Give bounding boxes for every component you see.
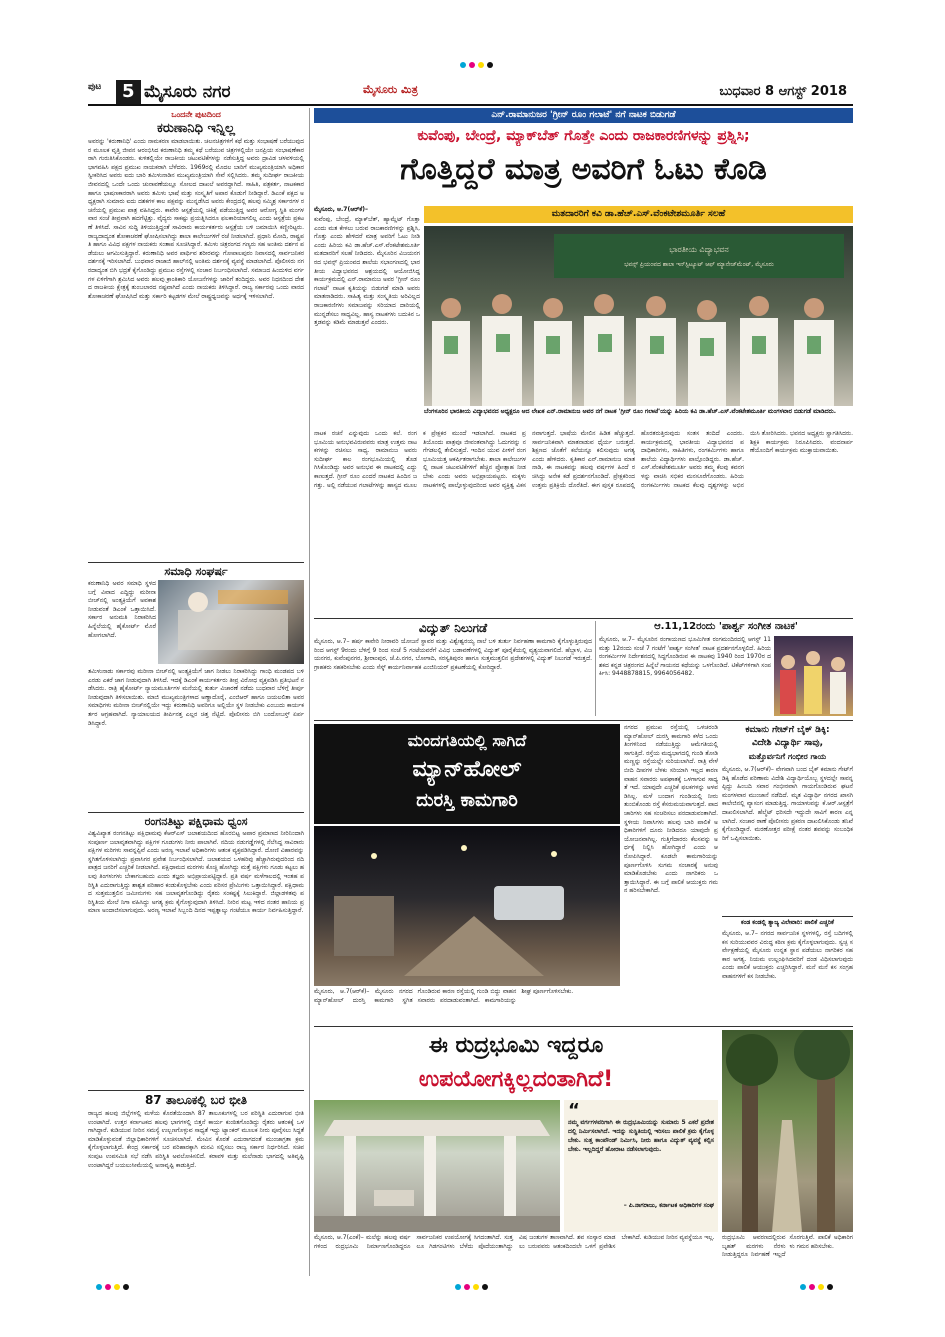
- manhole-caption: ಮೈಸೂರು, ಆ.7(ಆರ್‌ಕೆ)– ಮೈಸೂರು ನಗರದ ಮ್ಯಾನ್‌ಹೋಲ್ ದುರಸ್ತಿ ಕಾಮಗಾರಿ: [314, 988, 413, 1004]
- story-title-power-cut: ವಿದ್ಯುತ್ ನಿಲುಗಡೆ: [418, 621, 488, 635]
- story-body-waste: ಮೈಸೂರು, ಆ.7– ನಗರದ ಸಾರ್ವಜನಿಕ ಸ್ಥಳಗಳಲ್ಲಿ, ರಸ್ತೆ ಬದಿಗಳಲ್ಲಿ ಕಸ ಸುರಿಯುವವರ ವಿರುದ್ಧ ಕಠಿಣ ಕ್ರಮ ಕೈಗೊಳ್ಳಲಾಗುವುದು. ಸ್ವಚ್ಛ ಸರ್ವೇಕ್ಷಣೆಯಲ್ಲಿ ಮೈಸೂರು ಉನ್ನತ ಸ್ಥಾನ ಪಡೆಯಲು ನಾಗರಿಕರ ಸಹಕಾರ ಅಗತ್ಯ. ನಿಯಮ ಉಲ್ಲಂಘಿಸಿದವರಿಗೆ ದಂಡ ವಿಧಿಸಲಾಗುವುದು ಎಂದು ಪಾಲಿಕೆ ಆಯುಕ್ತರು ಎಚ್ಚರಿಸಿದ್ದಾರೆ. ಮನೆ ಮನೆ ಕಸ ಸಂಗ್ರಹ ವಾಹನಗಳಿಗೆ ಕಸ ನೀಡಬೇಕು.: [722, 930, 853, 980]
- crematorium-title-line1: ಈ ರುದ್ರಭೂಮಿ ಇದ್ದರೂ: [428, 1033, 604, 1058]
- masthead: [88, 80, 853, 106]
- story-body-samadhi-b: ತಮಿಳುನಾಡು ಸರ್ಕಾರವು ಮರೀನಾ ಬೀಚ್‌ನಲ್ಲಿ ಅಂತ್ಯಕ್ರಿಯೆಗೆ ಜಾಗ ನೀಡಲು ನಿರಾಕರಿಸಿದ್ದು ಗಾಂಧಿ ಮಂಡಪದ ಬಳಿ ಎರಡು ಎಕರೆ ಜಾಗ ನೀಡುವುದಾಗಿ ತಿಳಿಸಿದೆ. ಇದಕ್ಕೆ ಡಿಎಂಕೆ ಕಾರ್ಯಕರ್ತರು ತೀವ್ರ ವಿರೋಧ ವ್ಯಕ್ತಪಡಿಸಿ ಪ್ರತಿಭಟನೆ ನಡೆಸಿದರು. ರಾತ್ರಿ ಹೈಕೋರ್ಟ್ ನ್ಯಾಯಮೂರ್ತಿಗಳ ಮನೆಯಲ್ಲಿ ತುರ್ತು ವಿಚಾರಣೆ ನಡೆದು ಬುಧವಾರ ಬೆಳಿಗ್ಗೆ ತೀರ್ಪು ನೀಡುವುದಾಗಿ ತಿಳಿಸಲಾಯಿತು. ಮಾಜಿ ಮುಖ್ಯಮಂತ್ರಿಗಳಾದ ಅಣ್ಣಾದೊರೈ, ಎಂಜಿಆರ್ ಹಾಗೂ ಜಯಲಲಿತಾ ಅವರ ಸಮಾಧಿಗಳು ಮರೀನಾ ಬೀಚ್‌ನಲ್ಲಿಯೇ ಇದ್ದು ಕರುಣಾನಿಧಿ ಅವರಿಗೂ ಅಲ್ಲಿಯೇ ಸ್ಥಳ ನೀಡಬೇಕು ಎಂಬುದು ಕಾರ್ಯಕರ್ತರ ಆಗ್ರಹವಾಗಿದೆ. ನ್ಯಾಯಾಲಯದ ತೀರ್ಪಿನತ್ತ ಎಲ್ಲರ ಚಿತ್ತ ನೆಟ್ಟಿದೆ. ಪೊಲೀಸರು ಬಿಗಿ ಬಂದೋಬಸ್ತ್ ಏರ್ಪಡಿಸಿದ್ದಾರೆ.: [88, 668, 304, 727]
- lead-subhead: ಮತದಾರರಿಗೆ ಕವಿ ಡಾ.ಹೆಚ್.ಎಸ್.ವೆಂಕಟೇಶಮೂರ್ತಿ ಸಲಹೆ: [424, 206, 853, 223]
- registration-dots-right: [800, 1284, 833, 1290]
- accident-title-line1: ಕಮಾನು ಗೇಟ್‌ಗೆ ಬೈಕ್ ಡಿಕ್ಕಿ:: [745, 725, 830, 735]
- crematorium-quote-text: ನಮ್ಮ ವರ್ಗಗಳವರಿಗಾಗಿ ಈ ರುದ್ರಭೂಮಿಯನ್ನು ಸುಮಾರು 5 ಎಕರೆ ಪ್ರದೇಶದಲ್ಲಿ ನಿರ್ಮಿಸಲಾಗಿದೆ. ಇದನ್ನು ಸುಸ್ಥಿತಿಯಲ್ಲಿ ಇರಿಸಲು ಪಾಲಿಕೆ ಕ್ರಮ ಕೈಗೊಳ್ಳಬೇಕು. ಸುತ್ತ ಕಾಂಪೌಂಡ್ ನಿರ್ಮಿಸಿ, ನೀರು ಹಾಗೂ ವಿದ್ಯುತ್ ವ್ಯವಸ್ಥೆ ಕಲ್ಪಿಸಬೇಕು. ಇಲ್ಲದಿದ್ದರೆ ಹೋರಾಟ ನಡೆಸಲಾಗುವುದು.: [568, 1119, 714, 1153]
- crematorium-caption: ಮೈಸೂರು, ಆ.7(ಎಂಕೆ)– ಮಲೆನ್ನು ಹಲವು ವರ್ಷಗಳಿಂದ ರುದ್ರಭೂಮಿ: [314, 1234, 411, 1250]
- story-body-ranganathittu: ವಿಶ್ವವಿಖ್ಯಾತ ರಂಗನತಿಟ್ಟು ಪಕ್ಷಿಧಾಮವು ಕೆಆರ್‌ಎಸ್ ಜಲಾಶಯದಿಂದ ಹೊರಬಿಟ್ಟ ಅಪಾರ ಪ್ರಮಾಣದ ನೀರಿನಿಂದಾಗಿ ಸಂಪೂರ್ಣ ಜಲಾವೃತವಾಗಿದ್ದು ಪಕ್ಷಿಗಳ ಗೂಡುಗಳು ನೀರು ಪಾಲಾಗಿವೆ. ನದಿಯ ನಡುಗಡ್ಡೆಗಳಲ್ಲಿ ನೆಲೆಸಿದ್ದ ಸಾವಿರಾರು ಪಕ್ಷಿಗಳ ಮರಿಗಳು ಸಾವನ್ನಪ್ಪಿವೆ ಎಂದು ಅರಣ್ಯ ಇಲಾಖೆ ಅಧಿಕಾರಿಗಳು ಆತಂಕ ವ್ಯಕ್ತಪಡಿಸಿದ್ದಾರೆ. ದೋಣಿ ವಿಹಾರವನ್ನು ಸ್ಥಗಿತಗೊಳಿಸಲಾಗಿದ್ದು ಪ್ರವಾಸಿಗರ ಪ್ರವೇಶ ನಿರ್ಬಂಧಿಸಲಾಗಿದೆ. ಜಲಾಶಯದ ಒಳಹರಿವು ಹೆಚ್ಚಾಗಿರುವುದರಿಂದ ನದಿ ಪಾತ್ರದ ಜನರಿಗೆ ಎಚ್ಚರಿಕೆ ನೀಡಲಾಗಿದೆ. ಪಕ್ಷಿಧಾಮದ ಮರಗಳು ಕೊಚ್ಚಿ ಹೋಗಿದ್ದು ಮತ್ತೆ ಪಕ್ಷಿಗಳು ಗೂಡು ಕಟ್ಟಲು ಹಲವು ತಿಂಗಳುಗಳು ಬೇಕಾಗಬಹುದು ಎಂದು ತಜ್ಞರು ಅಭಿಪ್ರಾಯಪಟ್ಟಿದ್ದಾರೆ. ಪ್ರತಿ ವರ್ಷ ಮಳೆಗಾಲದಲ್ಲಿ ಇಂತಹ ಪರಿಸ್ಥಿತಿ ಎದುರಾಗುತ್ತಿದ್ದು ಶಾಶ್ವತ ಪರಿಹಾರ ಕಂಡುಕೊಳ್ಳಬೇಕು ಎಂದು ಪರಿಸರ ಪ್ರೇಮಿಗಳು ಒತ್ತಾಯಿಸಿದ್ದಾರೆ. ಪಕ್ಷಿಧಾಮದ ಸುತ್ತಮುತ್ತಲಿನ ಜಮೀನುಗಳು ಸಹ ಜಲಾವೃತಗೊಂಡಿದ್ದು ರೈತರು ಸಂಕಷ್ಟಕ್ಕೆ ಸಿಲುಕಿದ್ದಾರೆ. ಜಿಲ್ಲಾಡಳಿತವು ಪರಿಸ್ಥಿತಿಯ ಮೇಲೆ ನಿಗಾ ವಹಿಸಿದ್ದು ಅಗತ್ಯ ಕ್ರಮ ಕೈಗೊಳ್ಳುವುದಾಗಿ ತಿಳಿಸಿದೆ. ನೀರಿನ ಮಟ್ಟ ಇಳಿದ ನಂತರ ಹಾನಿಯ ಪ್ರಮಾಣ ಅಂದಾಜಿಸಲಾಗುವುದು. ಅರಣ್ಯ ಇಲಾಖೆ ಸಿಬ್ಬಂದಿ ದಿನದ ಇಪ್ಪತ್ನಾಲ್ಕು ಗಂಟೆಯೂ ಕಾರ್ಯ ನಿರ್ವಹಿಸುತ್ತಿದ್ದಾರೆ.: [88, 830, 304, 915]
- lead-kicker: ಎನ್.ರಾಮಾನುಜರ 'ಗ್ರೀನ್ ರೂಂ ಗಲಾಟೆ' ನಗೆ ನಾಟಕ ಬಿಡುಗಡೆ: [314, 108, 853, 123]
- manhole-caption-text: ಮೈಸೂರು, ಆ.7(ಆರ್‌ಕೆ)– ಮೈಸೂರು ನಗರದ ಮ್ಯಾನ್‌ಹೋಲ್ ದುರಸ್ತಿ ಕಾಮಗಾರಿ ಸ್ಥಗಿತಗೊಂಡಿರುವ ಕಾರಣ ರಸ್ತೆಯಲ್ಲಿ ಗುಂಡಿ ಬಿದ್ದು ವಾಹನ ಸವಾರರು ಪರದಾಡುವಂತಾಗಿದೆ. ಕಾಮಗಾರಿಯನ್ನು ಶೀಘ್ರ ಪೂರ್ಣಗೊಳಿಸಬೇಕು.: [314, 988, 574, 1004]
- tree-avenue-photo: [722, 1030, 853, 1232]
- story-title-waste: ಕಂಡ ಕಂಡಲ್ಲಿ ತ್ಯಾಜ್ಯ ವಿಲೇವಾರಿ: ಪಾಲಿಕೆ ಎಚ್ಚರಿಕೆ: [741, 919, 834, 926]
- crematorium-title-line2: ಉಪಯೋಗಕ್ಕಿಲ್ಲದಂತಾಗಿದೆ!: [418, 1067, 614, 1092]
- paper-logo: ಮೈಸೂರು ಮಿತ್ರ: [363, 83, 418, 96]
- story-body-drought: ರಾಜ್ಯದ ಹಲವು ಜಿಲ್ಲೆಗಳಲ್ಲಿ ಮಳೆಯ ಕೊರತೆಯಿಂದಾಗಿ 87 ತಾಲೂಕುಗಳಲ್ಲಿ ಬರ ಪರಿಸ್ಥಿತಿ ಎದುರಾಗುವ ಭೀತಿ ಉಂಟಾಗಿದೆ. ಉತ್ತರ ಕರ್ನಾಟಕದ ಹಲವು ಭಾಗಗಳಲ್ಲಿ ಬಿತ್ತನೆ ಕಾರ್ಯ ಕುಂಠಿತಗೊಂಡಿದ್ದು ರೈತರು ಆತಂಕಕ್ಕೆ ಒಳಗಾಗಿದ್ದಾರೆ. ಕುಡಿಯುವ ನೀರಿನ ಸಮಸ್ಯೆ ಉಲ್ಬಣಗೊಳ್ಳುವ ಸಾಧ್ಯತೆ ಇದ್ದು ಟ್ಯಾಂಕರ್ ಮೂಲಕ ನೀರು ಪೂರೈಸಲು ಸಿದ್ಧತೆ ಮಾಡಿಕೊಳ್ಳುವಂತೆ ಜಿಲ್ಲಾಧಿಕಾರಿಗಳಿಗೆ ಸೂಚಿಸಲಾಗಿದೆ. ಮೇವಿನ ಕೊರತೆ ಎದುರಾಗದಂತೆ ಮುಂಜಾಗ್ರತಾ ಕ್ರಮ ಕೈಗೊಳ್ಳಲಾಗುತ್ತಿದೆ. ಕೇಂದ್ರ ಸರ್ಕಾರಕ್ಕೆ ಬರ ಪರಿಹಾರಕ್ಕಾಗಿ ಮನವಿ ಸಲ್ಲಿಸಲು ರಾಜ್ಯ ಸರ್ಕಾರ ನಿರ್ಧರಿಸಿದೆ. ಸಚಿವ ಸಂಪುಟ ಉಪಸಮಿತಿ ಸಭೆ ನಡೆಸಿ ಪರಿಸ್ಥಿತಿ ಅವಲೋಕಿಸಲಿದೆ. ಕರಾವಳಿ ಮತ್ತು ಮಲೆನಾಡು ಭಾಗದಲ್ಲಿ ಅತಿವೃಷ್ಟಿ ಉಂಟಾಗಿದ್ದರೆ ಬಯಲುಸೀಮೆಯಲ್ಲಿ ಅನಾವೃಷ್ಟಿ ಕಾಡುತ್ತಿದೆ.: [88, 1110, 304, 1169]
- accident-title-line2: ವಿದೇಶಿ ವಿದ್ಯಾರ್ಥಿ ಸಾವು,: [752, 738, 823, 748]
- accident-headline: [722, 724, 853, 763]
- page-number: 5: [116, 80, 141, 104]
- lead-body-b: ನಾಟಕ ರಚನೆ ಎನ್ನುವುದು ಒಂದು ಕಲೆ. ರಂಗಭೂಮಿಯ ಅನುಭವವಿರುವವರು ಮಾತ್ರ ಉತ್ತಮ ನಾಟಕಗಳನ್ನು ರಚಿಸಲು ಸಾಧ್ಯ. ರಾಮಾನುಜ ಅವರು ಸುದೀರ್ಘ ಕಾಲ ರಂಗಭೂಮಿಯಲ್ಲಿ ತೊಡಗಿಸಿಕೊಂಡಿದ್ದು ಅವರ ಅನುಭವ ಈ ನಾಟಕದಲ್ಲಿ ಎದ್ದು ಕಾಣುತ್ತದೆ. ಗ್ರೀನ್ ರೂಂ ಎಂದರೆ ನಾಟಕದ ಹಿಂದಿನ ಜಗತ್ತು. ಅಲ್ಲಿ ನಡೆಯುವ ಗಲಾಟೆಗಳನ್ನು ಹಾಸ್ಯದ ಮೂಲಕ ಪ್ರೇಕ್ಷಕರ ಮುಂದೆ ಇಡಲಾಗಿದೆ. ನಾಟಕದ ಪ್ರತಿಯೊಂದು ಪಾತ್ರವೂ ಜೀವಂತವಾಗಿದ್ದು ಓದುಗರನ್ನು ನಗೆಗಡಲಲ್ಲಿ ತೇಲಿಸುತ್ತದೆ. ಇಂದಿನ ಯುವ ಪೀಳಿಗೆ ರಂಗಭೂಮಿಯತ್ತ ಆಕರ್ಷಿತರಾಗಬೇಕು. ಶಾಲಾ ಕಾಲೇಜುಗಳಲ್ಲಿ ನಾಟಕ ಚಟುವಟಿಕೆಗಳಿಗೆ ಹೆಚ್ಚಿನ ಪ್ರೋತ್ಸಾಹ ನೀಡಬೇಕು ಎಂದು ಅವರು ಅಭಿಪ್ರಾಯಪಟ್ಟರು. ಮಕ್ಕಳು ನಾಟಕಗಳಲ್ಲಿ ಪಾಲ್ಗೊಳ್ಳುವುದರಿಂದ ಅವರ ವ್ಯಕ್ತಿತ್ವ ವಿಕಸನವಾಗುತ್ತದೆ. ಭಾಷೆಯ ಮೇಲಿನ ಹಿಡಿತ ಹೆಚ್ಚುತ್ತದೆ. ಸಾರ್ವಜನಿಕವಾಗಿ ಮಾತನಾಡುವ ಧೈರ್ಯ ಬರುತ್ತದೆ. ಶಿಕ್ಷಣದ ಜೊತೆಗೆ ಕಲೆಯನ್ನೂ ಕಲಿಸುವುದು ಅಗತ್ಯ ಎಂದು ಹೇಳಿದರು. ಕೃತಿಕಾರ ಎನ್.ರಾಮಾನುಜ ಮಾತನಾಡಿ, ಈ ನಾಟಕವನ್ನು ಹಲವು ವರ್ಷಗಳ ಹಿಂದೆ ರಚಿಸಿದ್ದು ಅನೇಕ ಕಡೆ ಪ್ರದರ್ಶನಗೊಂಡಿದೆ. ಪ್ರೇಕ್ಷಕರಿಂದ ಉತ್ತಮ ಪ್ರತಿಕ್ರಿಯೆ ದೊರೆತಿದೆ. ಈಗ ಪುಸ್ತಕ ರೂಪದಲ್ಲಿ ಹೊರತರುತ್ತಿರುವುದು ಸಂತಸ ತಂದಿದೆ ಎಂದರು. ಕಾರ್ಯಕ್ರಮದಲ್ಲಿ ಭಾರತೀಯ ವಿದ್ಯಾಭವನದ ಪದಾಧಿಕಾರಿಗಳು, ಸಾಹಿತಿಗಳು, ರಂಗಕರ್ಮಿಗಳು ಹಾಗೂ ಶಾಲೆಯ ವಿದ್ಯಾರ್ಥಿಗಳು ಪಾಲ್ಗೊಂಡಿದ್ದರು. ಡಾ.ಹೆಚ್.ಎಸ್.ವೆಂಕಟೇಶಮೂರ್ತಿ ಅವರು ತಮ್ಮ ಕೆಲವು ಕವನಗಳನ್ನು ವಾಚಿಸಿ ಸಭಿಕರ ಮನಸೂರೆಗೊಂಡರು. ಹಿರಿಯ ರಂಗಕರ್ಮಿಗಳು ನಾಟಕದ ಕೆಲವು ದೃಶ್ಯಗಳನ್ನು ಅಭಿನಯಿಸಿ ತೋರಿಸಿದರು. ಭವನದ ಅಧ್ಯಕ್ಷರು ಸ್ವಾಗತಿಸಿದರು. ಶಿಕ್ಷಕಿ ಕಾರ್ಯಕ್ರಮ ನಿರೂಪಿಸಿದರು. ವಂದನಾರ್ಪಣೆಯೊಂದಿಗೆ ಕಾರ್ಯಕ್ರಮ ಮುಕ್ತಾಯವಾಯಿತು.: [314, 430, 853, 489]
- page-label: ಪುಟ: [88, 82, 102, 92]
- crematorium-photo: [314, 1100, 560, 1232]
- manhole-headline-box: [314, 724, 620, 824]
- accident-body: ಮೈಸೂರು, ಆ.7(ಆರ್‌ಕೆ)– ವೇಗವಾಗಿ ಬಂದ ಬೈಕ್ ಕಮಾನು ಗೇಟ್‌ಗೆ ಡಿಕ್ಕಿ ಹೊಡೆದ ಪರಿಣಾಮ ವಿದೇಶಿ ವಿದ್ಯಾರ್ಥಿಯೊಬ್ಬ ಸ್ಥಳದಲ್ಲೇ ಸಾವನ್ನಪ್ಪಿದ್ದು ಹಿಂಬದಿ ಸವಾರ ಗಂಭೀರವಾಗಿ ಗಾಯಗೊಂಡಿರುವ ಘಟನೆ ಮಂಗಳವಾರ ಮುಂಜಾನೆ ನಡೆದಿದೆ. ಮೃತ ವಿದ್ಯಾರ್ಥಿ ನಗರದ ಖಾಸಗಿ ಕಾಲೇಜಿನಲ್ಲಿ ವ್ಯಾಸಂಗ ಮಾಡುತ್ತಿದ್ದ. ಗಾಯಾಳುವನ್ನು ಕೆ.ಆರ್.ಆಸ್ಪತ್ರೆಗೆ ದಾಖಲಿಸಲಾಗಿದೆ. ಹೆಲ್ಮೆಟ್ ಧರಿಸದೇ ಇದ್ದುದೇ ಸಾವಿಗೆ ಕಾರಣ ಎನ್ನಲಾಗಿದೆ. ಸಂಚಾರ ಠಾಣೆ ಪೊಲೀಸರು ಪ್ರಕರಣ ದಾಖಲಿಸಿಕೊಂಡು ತನಿಖೆ ಕೈಗೊಂಡಿದ್ದಾರೆ. ಮರಣೋತ್ತರ ಪರೀಕ್ಷೆ ನಂತರ ಶವವನ್ನು ಸಂಬಂಧಿಕರಿಗೆ ಒಪ್ಪಿಸಲಾಯಿತು.: [722, 766, 853, 842]
- story-body-karunanidhi: ಅವರನ್ನು 'ಕರುಣಾನಿಧಿ' ಎಂದು ನಾಮಕರಣ ಮಾಡಲಾಯಿತು. ಚಲನಚಿತ್ರಗಳಿಗೆ ಕಥೆ ಮತ್ತು ಸಂಭಾಷಣೆ ಬರೆಯುವುದರ ಮೂಲಕ ವೃತ್ತಿ ಜೀವನ ಆರಂಭಿಸಿದ ಕರುಣಾನಿಧಿ ತಮ್ಮ ಕಥೆ ಬರೆಯುವ ಚಿತ್ರಗಳಲ್ಲಿಯೇ ಜನಪ್ರಿಯ ಸಂಭಾಷಣೆಕಾರರಾಗಿ ಗುರುತಿಸಿಕೊಂಡರು. ಕುಳಿತಲ್ಲಿಯೇ ರಾಜಕೀಯ ಚಟುವಟಿಕೆಗಳನ್ನು ನಡೆಸುತ್ತಿದ್ದ ಅವರು ದ್ರಾವಿಡ ಚಳವಳಿಯಲ್ಲಿ ಭಾಗವಹಿಸಿ ಪಕ್ಷದ ಪ್ರಮುಖ ನಾಯಕರಾಗಿ ಬೆಳೆದರು. 1969ರಲ್ಲಿ ಮೊದಲ ಬಾರಿಗೆ ಮುಖ್ಯಮಂತ್ರಿಯಾಗಿ ಅಧಿಕಾರ ಸ್ವೀಕರಿಸಿದ ಅವರು ಐದು ಬಾರಿ ತಮಿಳುನಾಡಿನ ಮುಖ್ಯಮಂತ್ರಿಯಾಗಿ ಸೇವೆ ಸಲ್ಲಿಸಿದರು. ತಮ್ಮ ಸುದೀರ್ಘ ರಾಜಕೀಯ ಜೀವನದಲ್ಲಿ ಒಂದೇ ಒಂದು ಚುನಾವಣೆಯಲ್ಲೂ ಸೋಲದ ದಾಖಲೆ ಅವರದ್ದಾಗಿದೆ. ಸಾಹಿತಿ, ಪತ್ರಕರ್ತ, ನಾಟಕಕಾರ ಹಾಗೂ ಭಾಷಣಕಾರರಾಗಿ ಅವರು ತಮಿಳು ಭಾಷೆ ಮತ್ತು ಸಂಸ್ಕೃತಿಗೆ ಅಪಾರ ಕೊಡುಗೆ ನೀಡಿದ್ದಾರೆ. ಡಿಎಂಕೆ ಪಕ್ಷದ ಅಧ್ಯಕ್ಷರಾಗಿ ಸುಮಾರು ಐದು ದಶಕಗಳ ಕಾಲ ಪಕ್ಷವನ್ನು ಮುನ್ನಡೆಸಿದ ಅವರು ಕೇಂದ್ರದಲ್ಲಿ ಹಲವು ಸಮ್ಮಿಶ್ರ ಸರ್ಕಾರಗಳ ರಚನೆಯಲ್ಲಿ ಪ್ರಮುಖ ಪಾತ್ರ ವಹಿಸಿದ್ದರು. ಕಾವೇರಿ ಆಸ್ಪತ್ರೆಯಲ್ಲಿ ಚಿಕಿತ್ಸೆ ಪಡೆಯುತ್ತಿದ್ದ ಅವರ ಆರೋಗ್ಯ ಸ್ಥಿತಿ ಮಂಗಳವಾರ ಸಂಜೆ ತೀವ್ರವಾಗಿ ಹದಗೆಟ್ಟಿತ್ತು. ವೈದ್ಯರು ಸಾಕಷ್ಟು ಪ್ರಯತ್ನಿಸಿದರೂ ಫಲಕಾರಿಯಾಗಲಿಲ್ಲ ಎಂದು ಆಸ್ಪತ್ರೆಯ ಪ್ರಕಟಣೆ ತಿಳಿಸಿದೆ. ಸಾವಿನ ಸುದ್ದಿ ತಿಳಿಯುತ್ತಿದ್ದಂತೆ ಸಾವಿರಾರು ಕಾರ್ಯಕರ್ತರು ಆಸ್ಪತ್ರೆಯ ಬಳಿ ಜಮಾಯಿಸಿ ಕಣ್ಣೀರಿಟ್ಟರು. ರಾಜ್ಯದಾದ್ಯಂತ ಶೋಕಾಚರಣೆ ಘೋಷಿಸಲಾಗಿದ್ದು ಶಾಲಾ ಕಾಲೇಜುಗಳಿಗೆ ರಜೆ ನೀಡಲಾಗಿದೆ. ಪ್ರಧಾನಿ ಮೋದಿ, ರಾಷ್ಟ್ರಪತಿ ಹಾಗೂ ವಿವಿಧ ಪಕ್ಷಗಳ ನಾಯಕರು ಸಂತಾಪ ಸೂಚಿಸಿದ್ದಾರೆ. ತಮಿಳು ಚಿತ್ರರಂಗದ ಗಣ್ಯರು ಸಹ ಅಂತಿಮ ದರ್ಶನ ಪಡೆಯಲು ಆಗಮಿಸುತ್ತಿದ್ದಾರೆ. ಕರುಣಾನಿಧಿ ಅವರ ಪಾರ್ಥಿವ ಶರೀರವನ್ನು ಗೋಪಾಲಪುರಂ ನಿವಾಸದಲ್ಲಿ ಸಾರ್ವಜನಿಕರ ದರ್ಶನಕ್ಕೆ ಇರಿಸಲಾಗಿದೆ. ಬುಧವಾರ ರಾಜಾಜಿ ಹಾಲ್‌ನಲ್ಲಿ ಅಂತಿಮ ದರ್ಶನಕ್ಕೆ ವ್ಯವಸ್ಥೆ ಮಾಡಲಾಗಿದೆ. ಪೊಲೀಸರು ನಗರದಾದ್ಯಂತ ಬಿಗಿ ಭದ್ರತೆ ಕೈಗೊಂಡಿದ್ದು ಪ್ರಮುಖ ರಸ್ತೆಗಳಲ್ಲಿ ಸಂಚಾರ ನಿರ್ಬಂಧಿಸಲಾಗಿದೆ. ಸಮಾಜದ ಹಿಂದುಳಿದ ವರ್ಗಗಳ ಏಳಿಗೆಗಾಗಿ ಶ್ರಮಿಸಿದ ಅವರು ಹಲವು ಕ್ರಾಂತಿಕಾರಿ ಯೋಜನೆಗಳನ್ನು ಜಾರಿಗೆ ತಂದಿದ್ದರು. ಅವರ ನಿಧನದಿಂದ ದೇಶದ ರಾಜಕೀಯ ಕ್ಷೇತ್ರಕ್ಕೆ ತುಂಬಲಾರದ ನಷ್ಟವಾಗಿದೆ ಎಂದು ನಾಯಕರು ತಿಳಿಸಿದ್ದಾರೆ. ರಾಜ್ಯ ಸರ್ಕಾರವು ಒಂದು ವಾರದ ಶೋಕಾಚರಣೆ ಘೋಷಿಸಿದೆ ಮತ್ತು ಸರ್ಕಾರಿ ಕಟ್ಟಡಗಳ ಮೇಲೆ ರಾಷ್ಟ್ರಧ್ವಜವನ್ನು ಅರ್ಧಕ್ಕೆ ಇಳಿಸಲಾಗಿದೆ.: [88, 138, 304, 300]
- accident-title-line3: ಮತ್ತೊರ್ವನಿಗೆ ಗಂಭೀರ ಗಾಯ: [748, 752, 827, 761]
- story-body-music-play: ಮೈಸೂರು, ಆ.7– ಮೈಸೂರಿನ ರಂಗಾಯಣದ ಭೂಮಿಗೀತ ರಂಗಮಂದಿರದಲ್ಲಿ ಆಗಸ್ಟ್ 11 ಮತ್ತು 12ರಂದು ಸಂಜೆ 7 ಗಂಟೆಗೆ 'ಪಾರ್ಶ್ವ ಸಂಗೀತ' ನಾಟಕ ಪ್ರದರ್ಶನಗೊಳ್ಳಲಿದೆ. ಹಿರಿಯ ರಂಗಕರ್ಮಿಗಳ ನಿರ್ದೇಶನದಲ್ಲಿ ಸಿದ್ಧಗೊಂಡಿರುವ ಈ ನಾಟಕವು 1940 ರಿಂದ 1970ರ ದಶಕದ ಕನ್ನಡ ಚಿತ್ರರಂಗದ ಹಿನ್ನೆಲೆ ಗಾಯನದ ಕಥೆಯನ್ನು ಒಳಗೊಂಡಿದೆ. ಟಿಕೆಟ್‌ಗಳಿಗಾಗಿ ಸಂಪರ್ಕಿಸಿ: 9448878815, 9964056482.: [599, 636, 771, 678]
- crematorium-body: ಮೈಸೂರು, ಆ.7(ಎಂಕೆ)– ಮಲೆನ್ನು ಹಲವು ವರ್ಷಗಳಿಂದ ರುದ್ರಭೂಮಿ ನಿರ್ಮಾಣಗೊಂಡಿದ್ದರೂ ಸಾರ್ವಜನಿಕರ ಉಪಯೋಗಕ್ಕೆ ಸಿಗದಂತಾಗಿದೆ. ಸುತ್ತಲೂ ಗಿಡಗಂಟಿಗಳು ಬೆಳೆದು ಪೊದೆಯಂತಾಗಿದ್ದು ವಿಷ ಜಂತುಗಳ ತಾಣವಾಗಿದೆ. ಶವ ಸಂಸ್ಕಾರ ಮಾಡಲು ಬರುವವರು ಆತಂಕದಿಂದಲೇ ಒಳಗೆ ಪ್ರವೇಶಿಸಬೇಕಾಗಿದೆ. ಕುಡಿಯುವ ನೀರಿನ ವ್ಯವಸ್ಥೆಯೂ ಇಲ್ಲ.: [314, 1234, 715, 1250]
- crematorium-quote-box: [564, 1100, 718, 1232]
- quote-mark: “: [568, 1100, 580, 1121]
- story-body-power-cut: ಮೈಸೂರು, ಆ.7– ಹರ್ಷ ಕಾವೇರಿ ನೀರಾವರಿ ಯೋಜನೆ ಸ್ಥಾವರ ಮತ್ತು ವಿಶ್ವೇಶ್ವರಯ್ಯ ನಾಲೆ ಬಳಿ ತುರ್ತು ನಿರ್ವಹಣಾ ಕಾಮಗಾರಿ ಕೈಗೊಳ್ಳುತ್ತಿರುವುದರಿಂದ ಆಗಸ್ಟ್ 9ರಂದು ಬೆಳಿಗ್ಗೆ 9 ರಿಂದ ಸಂಜೆ 5 ಗಂಟೆಯವರೆಗೆ ವಿವಿಧ ಬಡಾವಣೆಗಳಲ್ಲಿ ವಿದ್ಯುತ್ ಪೂರೈಕೆಯಲ್ಲಿ ವ್ಯತ್ಯಯವಾಗಲಿದೆ. ಹೆಬ್ಬಾಳ, ವಿಜಯನಗರ, ಕುವೆಂಪುನಗರ, ಶ್ರೀರಾಂಪುರ, ಜೆ.ಪಿ.ನಗರ, ಬೋಗಾದಿ, ಸರಸ್ವತಿಪುರಂ ಹಾಗೂ ಸುತ್ತಮುತ್ತಲಿನ ಪ್ರದೇಶಗಳಲ್ಲಿ ವಿದ್ಯುತ್ ನಿಲುಗಡೆ ಇರುತ್ತದೆ. ಗ್ರಾಹಕರು ಸಹಕರಿಸಬೇಕು ಎಂದು ಸೆಸ್ಕ್ ಕಾರ್ಯನಿರ್ವಾಹಕ ಎಂಜಿನಿಯರ್ ಪ್ರಕಟಣೆಯಲ್ಲಿ ಕೋರಿದ್ದಾರೆ.: [314, 638, 592, 671]
- music-play-photo: [774, 636, 853, 716]
- manhole-title-line1: ಮಂದಗತಿಯಲ್ಲಿ ಸಾಗಿದೆ: [407, 731, 527, 750]
- lead-dateline: ಮೈಸೂರು, ಆ.7(ಆರ್‌ಕೆ)–: [314, 206, 368, 213]
- registration-dots-center: [455, 1284, 488, 1290]
- lead-headline-line1: ಕುವೆಂಪು, ಬೇಂದ್ರೆ, ಮ್ಯಾಕ್‌ಬೆತ್ ಗೊತ್ತೇ ಎಂದು ರಾಜಕಾರಣಿಗಳನ್ನು ಪ್ರಶ್ನಿಸಿ;: [417, 128, 750, 144]
- story-title-karunanidhi: ಕರುಣಾನಿಧಿ ಇನ್ನಿಲ್ಲ: [157, 121, 235, 136]
- story-body-samadhi-a: ಕರುಣಾನಿಧಿ ಅವರ ಸಮಾಧಿ ಸ್ಥಳದ ಬಗ್ಗೆ ವಿವಾದ ಎದ್ದಿದ್ದು ಮರೀನಾ ಬೀಚ್‌ನಲ್ಲಿ ಅಂತ್ಯಕ್ರಿಯೆಗೆ ಅವಕಾಶ ನೀಡುವಂತೆ ಡಿಎಂಕೆ ಒತ್ತಾಯಿಸಿದೆ. ಸರ್ಕಾರ ಅನುಮತಿ ನಿರಾಕರಿಸಿದ ಹಿನ್ನೆಲೆಯಲ್ಲಿ ಹೈಕೋರ್ಟ್ ಮೊರೆ ಹೋಗಲಾಗಿದೆ.: [88, 580, 156, 639]
- story-title-samadhi: ಸಮಾಧಿ ಸಂಘರ್ಷ: [164, 565, 228, 578]
- manhole-photo: [314, 826, 620, 986]
- continued-label: ಒಂದನೇ ಪುಟದಿಂದ: [171, 110, 221, 119]
- manhole-body: ನಗರದ ಪ್ರಮುಖ ರಸ್ತೆಯಲ್ಲಿ ಒಳಚರಂಡಿ ಮ್ಯಾನ್‌ಹೋಲ್ ದುರಸ್ತಿ ಕಾಮಗಾರಿ ಕಳೆದ ಒಂದು ತಿಂಗಳಿನಿಂದ ನಡೆಯುತ್ತಿದ್ದು ಆಮೆಗತಿಯಲ್ಲಿ ಸಾಗುತ್ತಿದೆ. ರಸ್ತೆಯ ಮಧ್ಯಭಾಗದಲ್ಲಿ ಗುಂಡಿ ತೋಡಿ ಮಣ್ಣನ್ನು ರಸ್ತೆಯಲ್ಲೇ ಸುರಿಯಲಾಗಿದೆ. ರಾತ್ರಿ ವೇಳೆ ಬೀದಿ ದೀಪಗಳ ಬೆಳಕು ಸರಿಯಾಗಿ ಇಲ್ಲದ ಕಾರಣ ವಾಹನ ಸವಾರರು ಅಪಘಾತಕ್ಕೆ ಒಳಗಾಗುವ ಸಾಧ್ಯತೆ ಇದೆ. ಯಾವುದೇ ಎಚ್ಚರಿಕೆ ಫಲಕಗಳನ್ನು ಅಳವಡಿಸಿಲ್ಲ. ಮಳೆ ಬಂದಾಗ ಗುಂಡಿಯಲ್ಲಿ ನೀರು ತುಂಬಿಕೊಂಡು ರಸ್ತೆ ಕೆಸರುಮಯವಾಗುತ್ತದೆ. ಪಾದಚಾರಿಗಳು ಸಹ ಸಂಚರಿಸಲು ಪರದಾಡುವಂತಾಗಿದೆ. ಸ್ಥಳೀಯ ನಿವಾಸಿಗಳು ಹಲವು ಬಾರಿ ಪಾಲಿಕೆ ಅಧಿಕಾರಿಗಳಿಗೆ ದೂರು ನೀಡಿದರೂ ಯಾವುದೇ ಪ್ರಯೋಜನವಾಗಿಲ್ಲ. ಗುತ್ತಿಗೆದಾರರು ಕೆಲಸವನ್ನು ಅರ್ಧಕ್ಕೆ ನಿಲ್ಲಿಸಿ ಹೋಗಿದ್ದಾರೆ ಎಂದು ಆರೋಪಿಸಿದ್ದಾರೆ. ಕೂಡಲೇ ಕಾಮಗಾರಿಯನ್ನು ಪೂರ್ಣಗೊಳಿಸಿ ಸುಗಮ ಸಂಚಾರಕ್ಕೆ ಅನುವು ಮಾಡಿಕೊಡಬೇಕು ಎಂದು ನಾಗರಿಕರು ಒತ್ತಾಯಿಸಿದ್ದಾರೆ. ಈ ಬಗ್ಗೆ ಪಾಲಿಕೆ ಆಯುಕ್ತರು ಗಮನ ಹರಿಸಬೇಕಾಗಿದೆ.: [624, 724, 718, 895]
- banner-text-2: ಭವನ್ಸ್ ಪ್ರಿಯಂವದ ಶಾಲಾ ಇನ್‌ಸ್ಟಿಟ್ಯೂಟ್ ಆಫ್ ಮ್ಯಾನೇಜ್‌ಮೆಂಟ್, ಮೈಸೂರು: [624, 261, 774, 268]
- manhole-title-line3: ದುರಸ್ತಿ ಕಾಮಗಾರಿ: [416, 790, 518, 811]
- newspaper-page: [88, 80, 853, 1280]
- banner-text-1: ಭಾರತೀಯ ವಿದ್ಯಾಭವನ: [669, 245, 729, 254]
- lead-photo-caption: ಬೆಂಗಳೂರಿನ ಭಾರತೀಯ ವಿದ್ಯಾಭವನದ ಅಧ್ಯಕ್ಷರೂ ಆದ ಲೇಖಕ ಎನ್.ರಾಮಾನುಜ ಅವರ ನಗೆ ನಾಟಕ 'ಗ್ರೀನ್ ರೂಂ ಗಲಾಟೆ'ಯನ್ನು ಹಿರಿಯ ಕವಿ ಡಾ.ಹೆಚ್.ಎಸ್.ವೆಂಕಟೇಶಮೂರ್ತಿ ಮಂಗಳವಾರ ಬಿಡುಗಡೆ ಮಾಡಿದರು.: [424, 408, 853, 428]
- registration-dots-top: [460, 62, 493, 68]
- section-title: ಮೈಸೂರು ನಗರ: [144, 82, 231, 102]
- story-title-drought: 87 ತಾಲೂಕಲ್ಲಿ ಬರ ಭೀತಿ: [144, 1093, 248, 1107]
- story-title-ranganathittu: ರಂಗನತಿಟ್ಟು ಪಕ್ಷಿಧಾಮ ಧ್ವಂಸ: [144, 815, 248, 828]
- book-release-photo: [424, 226, 853, 406]
- samadhi-photo: [158, 580, 304, 664]
- registration-dots-left: [96, 1284, 129, 1290]
- issue-date: ಬುಧವಾರ 8 ಆಗಸ್ಟ್ 2018: [719, 84, 847, 99]
- tree-avenue-body: ರುದ್ರಭೂಮಿ ಆವರಣದಲ್ಲಿರುವ ಬೃಹತ್ ಮರಗಳು ನೆರಳು ನೀಡುತ್ತಿದ್ದರೂ ನಿರ್ವಹಣೆ ಇಲ್ಲದೆ ಸೊರಗುತ್ತಿವೆ. ಪಾಲಿಕೆ ಅಧಿಕಾರಿಗಳು ಗಮನ ಹರಿಸಬೇಕು.: [722, 1234, 853, 1259]
- quote-author: – ಪಿ.ನಾಗರಾಜು, ಕರ್ನಾಟಕ ಅಧಿಕಾರಿಗಳ ಸಂಘ: [623, 1202, 714, 1209]
- lead-headline-line2: ಗೊತ್ತಿದ್ದರೆ ಮಾತ್ರ ಅವರಿಗೆ ಓಟು ಕೊಡಿ: [400, 152, 767, 187]
- story-title-music-play: ಆ.11,12ರಂದು 'ಪಾರ್ಶ್ವ ಸಂಗೀತ ನಾಟಕ': [654, 621, 798, 632]
- manhole-title-line2: ಮ್ಯಾನ್‌ಹೋಲ್: [412, 757, 522, 782]
- lead-body-a: ಕುವೆಂಪು, ಬೇಂದ್ರೆ, ಮ್ಯಾಕ್‌ಬೆತ್, ಹ್ಯಾಮ್ಲೆಟ್ ಗೊತ್ತಾ ಎಂದು ಮತ ಕೇಳಲು ಬರುವ ರಾಜಕಾರಣಿಗಳನ್ನು ಪ್ರಶ್ನಿಸಿ, ಗೊತ್ತು ಎಂದು ಹೇಳಿದರೆ ಮಾತ್ರ ಅವರಿಗೆ ಓಟು ನೀಡಿ ಎಂದು ಹಿರಿಯ ಕವಿ ಡಾ.ಹೆಚ್.ಎಸ್.ವೆಂಕಟೇಶಮೂರ್ತಿ ಮತದಾರರಿಗೆ ಸಲಹೆ ನೀಡಿದರು. ಮೈಸೂರಿನ ವಿಜಯನಗರದ ಭವನ್ಸ್ ಪ್ರಿಯಂವದ ಶಾಲೆಯ ಸಭಾಂಗಣದಲ್ಲಿ ಭಾರತೀಯ ವಿದ್ಯಾಭವನದ ಆಶ್ರಯದಲ್ಲಿ ಆಯೋಜಿಸಿದ್ದ ಕಾರ್ಯಕ್ರಮದಲ್ಲಿ ಎನ್.ರಾಮಾನುಜ ಅವರ 'ಗ್ರೀನ್ ರೂಂ ಗಲಾಟೆ' ನಾಟಕ ಕೃತಿಯನ್ನು ಬಿಡುಗಡೆ ಮಾಡಿ ಅವರು ಮಾತನಾಡಿದರು. ಸಾಹಿತ್ಯ ಮತ್ತು ಸಂಸ್ಕೃತಿಯ ಅರಿವಿಲ್ಲದ ರಾಜಕಾರಣಿಗಳು ಸಮಾಜವನ್ನು ಸರಿಯಾದ ದಾರಿಯಲ್ಲಿ ಮುನ್ನಡೆಸಲು ಸಾಧ್ಯವಿಲ್ಲ. ಹಾಸ್ಯ ನಾಟಕಗಳು ಬದುಕಿನ ಒತ್ತಡವನ್ನು ಕಡಿಮೆ ಮಾಡುತ್ತವೆ ಎಂದರು.: [314, 216, 420, 327]
